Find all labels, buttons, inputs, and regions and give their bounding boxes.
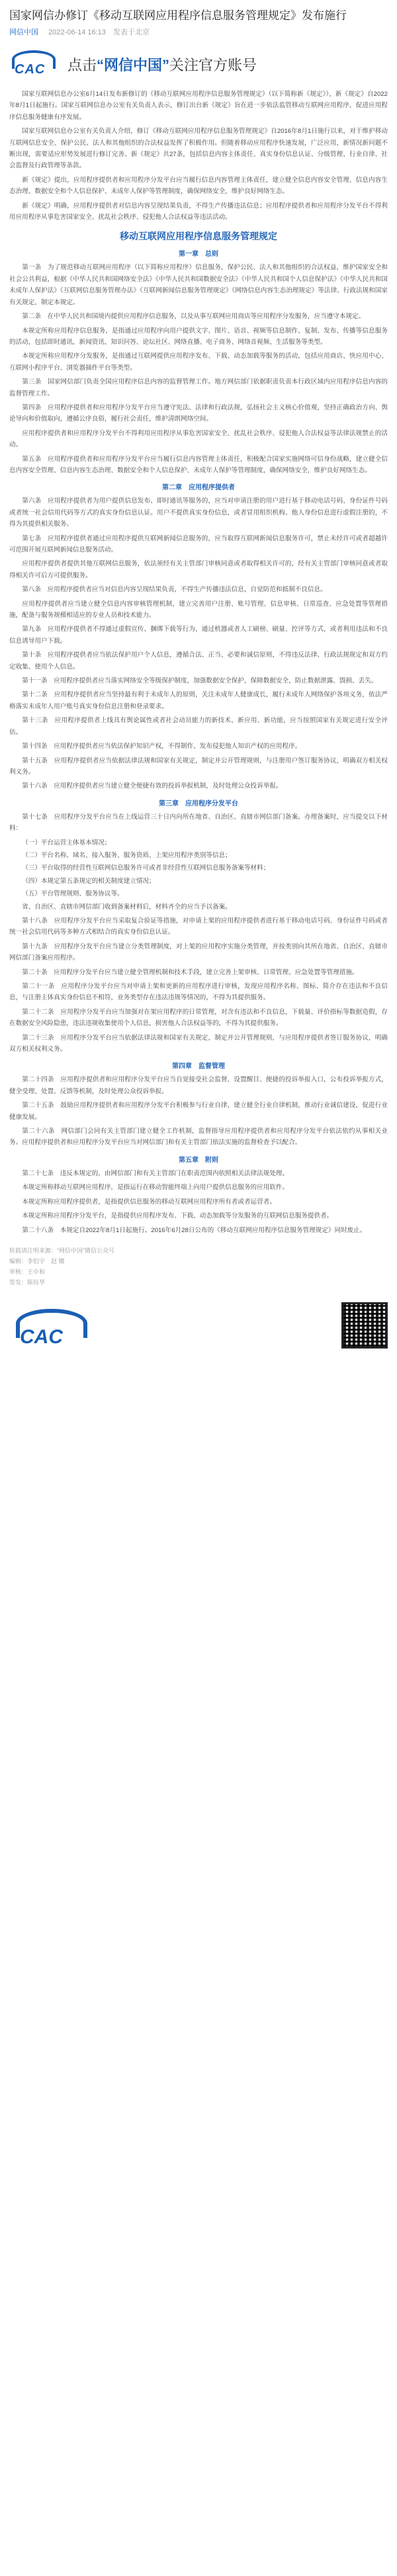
chapter-title: 第一章 总则 [179,251,218,259]
article-header [0,0,397,40]
chapter-title: 第二章 应用程序提供者 [162,484,235,492]
article-paragraph: 第二十二条 应用程序分发平台应当加强对在架应用程序的日常管理，对含有违法和不良信息，下载量、评价指标等数据造假，存在数据安全风险隐患，违法违规收集使用个人信息，损害他人合法权益等的，不得为其提供服务。 [9,1008,388,1028]
list-item: （五）平台管理规则、服务协议等。 [22,890,124,898]
article-paragraph: 第三条 国家网信部门负责全国应用程序信息内容的监督管理工作。地方网信部门依据职责负责本行政区域内应用程序信息内容的监督管理工作。 [9,378,388,397]
intro-section [9,89,388,223]
cac-logo-large: CAC [9,1309,89,1349]
list-item: （三）平台取得的经营性互联网信息服务许可或者非经营性互联网信息服务备案等材料； [22,864,270,872]
article-paragraph: 第十五条 应用程序提供者应当依据法律法规和国家有关规定，制定并公开管理规则，与注册用户签订服务协议，明确双方相关权利义务。 [9,757,388,776]
copyright-note: 转载请注明来源：“网信中国”微信公众号 [9,1247,114,1254]
article-paragraph: 第二十三条 应用程序分发平台应当依据法律法规和国家有关规定，制定并公开管理规则，与应用程序提供者签订服务协议，明确双方相关权利义务。 [9,1034,388,1054]
article-paragraph: 第十一条 应用程序提供者应当落实网络安全等级保护制度，加强数据安全保护，保障数据安全，防止数据泄露、毁损、丢失。 [22,677,378,685]
article-paragraph: 第二十一条 应用程序分发平台应当对申请上架和更新的应用程序进行审核，发现应用程序名称、图标、简介存在违法和不良信息，与注册主体真实身份信息不相符，业务类型存在违法违规等情况的，不得为其提供服务。 [9,983,388,1002]
article-paragraph: 第十条 应用程序提供者应当依法保护用户个人信息，遵循合法、正当、必要和诚信原则，不得违反法律、行政法规规定和双方约定收集、使用个人信息。 [9,651,388,671]
article-paragraph: 第十二条 应用程序提供者应当坚持最有利于未成年人的原则，关注未成年人健康成长，履行未成年人网络保护各项义务，依法严格落实未成年人用户账号真实身份信息注册和登录要求。 [9,691,388,710]
article-paragraph: 省、自治区、直辖市网信部门收到备案材料后，材料齐全的应当予以备案。 [22,903,232,911]
article-paragraph: 本规定所称应用程序提供者，是指提供信息服务的移动互联网应用程序所有者或者运营者。 [22,1198,276,1206]
chapter-title: 第三章 应用程序分发平台 [159,800,238,808]
article-paragraph: 第四条 应用程序提供者和应用程序分发平台应当遵守宪法、法律和行政法规，弘扬社会主义核心价值观，坚持正确政治方向、舆论导向和价值取向，遵循公序良俗，履行社会责任，维护清朗网络空间。 [9,403,388,423]
article-paragraph: 第九条 应用程序提供者不得通过虚假宣传、捆绑下载等行为，通过机器或者人工刷榜、刷量、控评等方式，或者利用违法和不良信息诱导用户下载。 [9,626,388,645]
article-paragraph: 第十八条 应用程序分发平台应当采取复合验证等措施，对申请上架的应用程序提供者进行基于移动电话号码、身份证件号码或者统一社会信用代码等多种方式相结合的真实身份信息认证。 [9,917,388,936]
article-body [0,89,397,1236]
list-item: （四）本规定第五条规定的相关制度建立情况； [22,877,155,885]
approver-line: 签发：陈钰华 [9,1278,46,1286]
article-paragraph: 应用程序提供者和应用程序分发平台不得利用应用程序从事危害国家安全、扰乱社会秩序、侵犯他人合法权益等法律法规禁止的活动。 [9,429,388,449]
article-paragraph: 第十四条 应用程序提供者应当依法保护知识产权，不得制作、发布侵犯他人知识产权的应用程序。 [22,743,302,751]
follow-banner[interactable] [9,45,388,83]
reviewer-line: 审核：王中和 [9,1268,46,1275]
article-paragraph: 第十九条 应用程序分发平台应当建立分类管理制度，对上架的应用程序实施分类管理，并按类别向其所在地省、自治区、直辖市网信部门备案应用程序。 [9,942,388,962]
bottom-branding [0,1298,397,1352]
article-paragraph: 应用程序提供者应当建立健全信息内容审核管理机制，建立完善用户注册、账号管理、信息审核、日常巡查、应急处置等管理措施，配备与服务规模相适应的专业人员和技术能力。 [9,600,388,620]
article-paragraph: 第二十五条 鼓励应用程序提供者和应用程序分发平台积极参与行业自律，建立健全行业自律机制，推动行业诚信建设，促进行业健康发展。 [9,1102,388,1121]
intro-paragraph: 新《规定》明确，应用程序提供者对信息内容呈现结果负责，不得生产传播违法信息；应用程序提供者和应用程序分发平台不得利用应用程序从事危害国家安全、扰乱社会秩序、侵犯他人合法权益等违法活动。 [9,202,388,222]
qr-code-icon[interactable] [341,1302,388,1349]
article-paragraph: 应用程序提供者提供其他互联网信息服务，依法须经有关主管部门审核同意或者取得相关许可的，经有关主管部门审核同意或者取得相关许可后方可提供服务。 [9,560,388,579]
article-paragraph: 本规定所称应用程序分发服务，是指通过互联网提供应用程序发布、下载、动态加载等服务的活动，包括应用商店、快应用中心、互联网小程序平台、浏览器插件平台等类型。 [9,353,388,372]
article-title: 国家网信办修订《移动互联网应用程序信息服务管理规定》发布施行 [9,9,347,22]
article-paragraph: 第十三条 应用程序提供者上线具有舆论属性或者社会动员能力的新技术、新应用、新功能，应当按照国家有关规定进行安全评估。 [9,717,388,736]
article-paragraph: 第八条 应用程序提供者应当对信息内容呈现结果负责，不得生产传播违法信息，自觉防范和抵制不良信息。 [22,586,327,594]
article-paragraph: 第六条 应用程序提供者为用户提供信息发布、即时通讯等服务的，应当对申请注册的用户进行基于移动电话号码、身份证件号码或者统一社会信用代码等方式的真实身份信息认证。用户不提供真实身份信息，或者冒用组织机构、他人身份信息进行虚假注册的，不得为其提供相关服务。 [9,497,388,528]
article-paragraph: 本规定所称移动互联网应用程序，是指运行在移动智能终端上向用户提供信息服务的应用软件。 [22,1184,289,1192]
publish-date: 2022-06-14 16:13 [48,28,106,36]
regulation-chapters [9,248,388,1235]
intro-paragraph: 国家互联网信息办公室有关负责人介绍，修订《移动互联网应用程序信息服务管理规定》自2016年8月1日施行以来，对于维护移动互联网信息安全、保护公民、法人和其他组织的合法权益发挥了积极作用。但随着移动应用程序快速发展，广泛应用，新情况新问题不断出现，需要适应形势发展进行修订完善。新《规定》共27条，包括信息内容主体责任、真实身份信息认证、分级管理、行业自律、社会监督及行政管理等条款。 [9,128,388,170]
article-paragraph: 第七条 应用程序提供者通过应用程序提供互联网新闻信息服务的，应当取得互联网新闻信息服务许可，禁止未经许可或者超越许可范围开展互联网新闻信息服务活动。 [9,534,388,554]
article-paragraph: 第十七条 应用程序分发平台应当在上线运营三十日内向所在地省、自治区、直辖市网信部门备案。办理备案时，应当提交以下材料： [9,813,388,833]
intro-paragraph: 新《规定》提出，应用程序提供者和应用程序分发平台应当履行信息内容管理主体责任，建立健全信息内容安全管理、信息内容生态治理、数据安全和个人信息保护、未成年人保护等管理制度，确保网络安全，维护良好网络生态。 [9,176,388,196]
intro-paragraph: 国家互联网信息办公室6月14日发布新修订的《移动互联网应用程序信息服务管理规定》（以下简称新《规定》），新《规定》自2022年8月1日起施行。国家互联网信息办公室有关负责人表示，修订出台新《规定》旨在进一步依法监管移动互联网应用程序，促进应用程序信息服务健康有序发展。 [9,91,388,121]
article-paragraph: 第二十四条 应用程序提供者和应用程序分发平台应当自觉接受社会监督，设置醒目、便捷的投诉举报入口，公布投诉举报方式，健全受理、处置、反馈等机制，及时处理公众投诉举报。 [9,1076,388,1095]
chapter-title: 第五章 附则 [179,1156,218,1164]
article-paragraph: 第二十六条 网信部门会同有关主管部门建立健全工作机制，监督指导应用程序提供者和应用程序分发平台依法依约从事相关业务。应用程序提供者和应用程序分发平台应当对网信部门和有关主管部门依法实施的监督检查予以配合。 [9,1128,388,1147]
article-paragraph: 第二十八条 本规定自2022年8月1日起施行。2016年6月28日公布的《移动互联网应用程序信息服务管理规定》同时废止。 [22,1226,367,1234]
article-paragraph: 第二十七条 违反本规定的，由网信部门和有关主管部门在职责范围内依照相关法律法规处理。 [22,1169,289,1177]
article-paragraph: 第五条 应用程序提供者和应用程序分发平台应当履行信息内容管理主体责任，积极配合国家实施网络可信身份战略，建立健全信息内容安全管理、信息内容生态治理、数据安全和个人信息保护、未成年人保护等管理制度，确保网络安全，维护良好网络生态。 [9,455,388,474]
account-name-link[interactable]: 网信中国 [9,28,38,36]
publish-location: 发表于北京 [112,28,150,36]
regulation-title: 移动互联网应用程序信息服务管理规定 [120,231,277,242]
article-paragraph: 第二十条 应用程序分发平台应当建立健全管理机制和技术手段，建立完善上架审核、日常管理、应急处置等管理措施。 [22,968,359,976]
article-paragraph: 本规定所称应用程序信息服务，是指通过应用程序向用户提供文字、图片、语音、视频等信息制作、复制、发布、传播等信息服务的活动，包括即时通讯、新闻资讯、知识问答、论坛社区、网络直播、电子商务、网络音视频、生活服务等类型。 [9,327,388,346]
article-paragraph: 本规定所称应用程序分发平台，是指提供应用程序发布、下载、动态加载等分发服务的互联网信息服务提供者。 [22,1212,333,1220]
list-item: （一）平台运营主体基本情况； [22,839,111,847]
article-paragraph: 第一条 为了规范移动互联网应用程序（以下简称应用程序）信息服务，保护公民、法人和其他组织的合法权益，维护国家安全和社会公共利益，根据《中华人民共和国网络安全法》《中华人民共和国数据安全法》《中华人民共和国个人信息保护法》《中华人民共和国未成年人保护法》《互联网信息服务管理办法》《互联网新闻信息服务管理规定》《网络信息内容生态治理规定》等法律、行政法规和国家有关规定，制定本规定。 [9,264,388,306]
article-paragraph: 第二条 在中华人民共和国境内提供应用程序信息服务，以及从事互联网应用商店等应用程序分发服务，应当遵守本规定。 [22,313,365,321]
editor-line: 编辑：李伯宇 赵 娜 [9,1257,65,1265]
article-paragraph: 第十六条 应用程序提供者应当建立健全便捷有效的投诉举报机制，及时处理公众投诉举报。 [22,782,283,790]
list-item: （二）平台名称、域名、接入服务、服务资质、上架应用程序类别等信息； [22,851,232,859]
chapter-title: 第四章 监督管理 [172,1063,225,1071]
cac-logo: CAC [9,49,56,79]
article-meta [9,26,388,37]
article-footer [0,1239,397,1294]
follow-prompt: 点击“网信中国”关注官方账号 [67,56,257,73]
